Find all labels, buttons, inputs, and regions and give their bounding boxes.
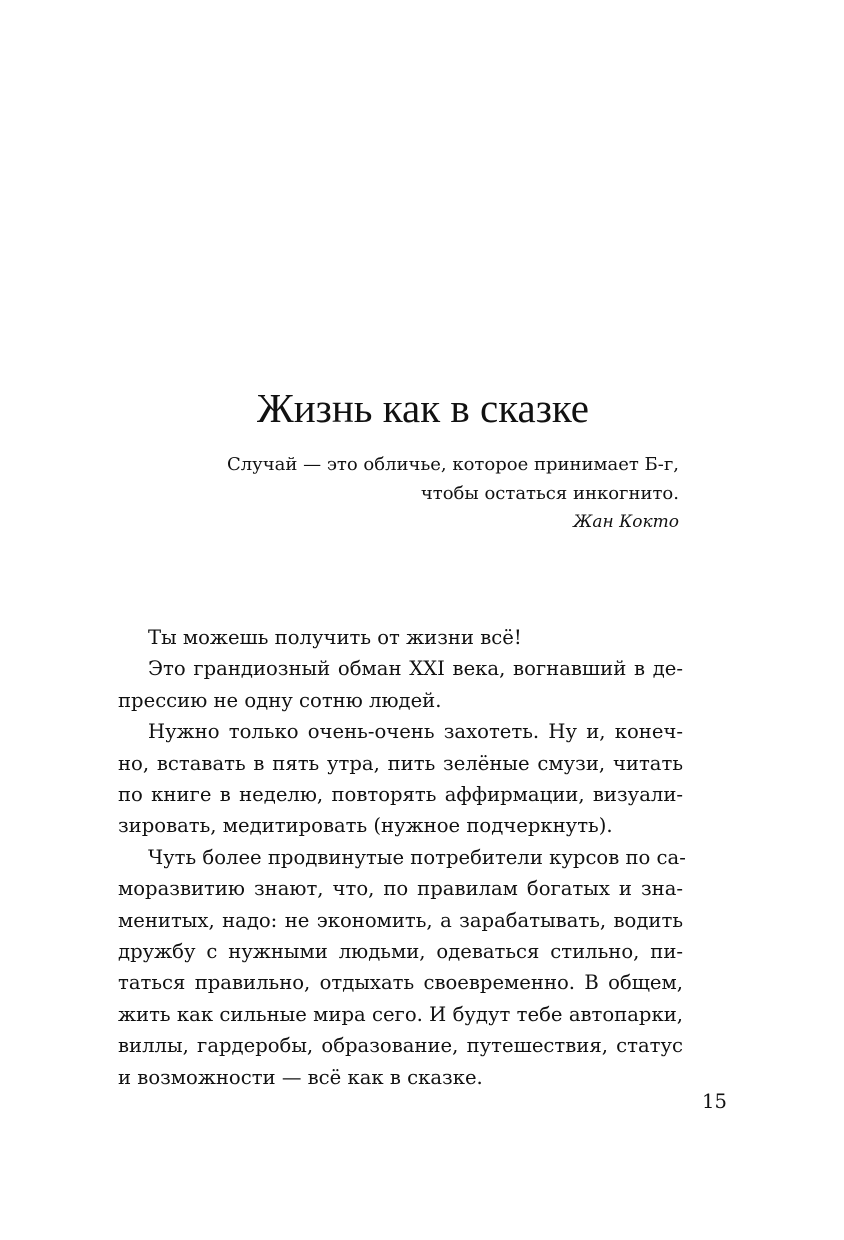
text-line: менитых, надо: не экономить, а зарабатывать, водить [118,908,683,932]
epigraph-line: чтобы остаться инкогнито. [420,483,679,504]
text-line: виллы, гардеробы, образование, путешествия, статус [118,1034,683,1058]
paragraph [118,716,683,842]
text-line: Чуть более продвинутые потребители курсов по са- [148,845,686,869]
text-line: дружбу с нужными людьми, одеваться стильно, пи- [118,940,683,964]
paragraph [118,622,683,653]
epigraph-author: Жан Кокто [573,512,679,532]
epigraph [219,450,679,536]
text-line: по книге в неделю, повторять аффирмации, визуали- [118,783,683,807]
text-line: жить как сильные мира сего. И будут тебе автопарки, [118,1002,683,1026]
text-line: Ты можешь получить от жизни всё! [148,626,522,649]
text-line: зировать, медитировать (нужное подчеркнуть). [118,814,613,838]
text-line: моразвитию знают, что, по правилам богатых и зна- [118,877,683,901]
paragraph [118,653,683,716]
text-line: таться правильно, отдыхать своевременно. В общем, [118,971,683,995]
page-number: 15 [702,1090,727,1113]
epigraph-line: Случай — это обличье, которое принимает Б-г, [226,454,679,475]
text-line: прессию не одну сотню людей. [118,688,442,712]
text-line: Нужно только очень-очень захотеть. Ну и, конеч- [148,720,683,744]
text-line: но, вставать в пять утра, пить зелёные смузи, читать [118,751,683,775]
body-text [118,622,686,1093]
text-line: Это грандиозный обман XXI века, вогнавший в де- [148,657,683,681]
paragraph [118,842,686,1093]
chapter-title: Жизнь как в сказке [256,385,590,431]
text-line: и возможности — всё как в сказке. [118,1065,483,1089]
